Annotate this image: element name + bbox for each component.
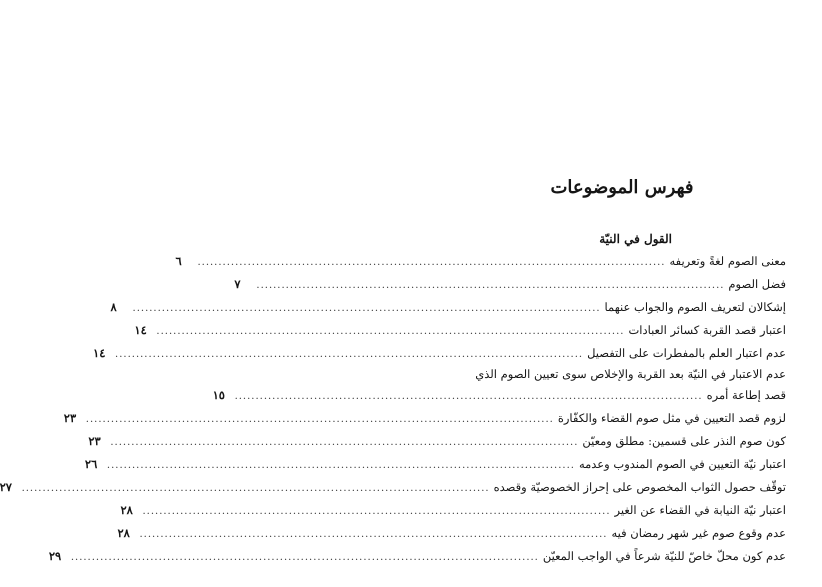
- toc-entry-label: عدم اعتبار العلم بالمفطرات على التفصيل: [587, 346, 786, 360]
- leader-dots: ................................................................................................................: [85, 414, 554, 425]
- toc-row: [48, 545, 786, 568]
- toc-row: [175, 250, 786, 273]
- toc-entry: [63, 407, 786, 430]
- toc-page-number: ٢٣: [63, 411, 77, 425]
- leader-dots: ................................................................................................................: [21, 483, 490, 494]
- toc-entry-label: عدم الاعتبار في النيّة بعد القربة والإخلاص سوى تعيين الصوم الذي: [475, 367, 786, 381]
- toc-row: [0, 476, 786, 499]
- toc-entry: [48, 545, 786, 568]
- toc-entry-label: اعتبار قصد القربة كسائر العبادات: [628, 323, 786, 337]
- toc-row: [84, 453, 786, 476]
- toc-entry: [84, 453, 786, 476]
- table-of-contents: [0, 250, 786, 568]
- leader-dots: ................................................................................................................: [197, 257, 666, 268]
- toc-entry: [110, 296, 786, 319]
- leader-dots: ................................................................................................................: [256, 280, 725, 291]
- toc-entry: [0, 476, 786, 499]
- leader-dots: ................................................................................................................: [132, 303, 601, 314]
- toc-row: [234, 273, 786, 296]
- leader-dots: ................................................................................................................: [139, 529, 608, 540]
- toc-page-number: ٢٦: [84, 457, 98, 471]
- toc-entry-label: عدم كون محلّ خاصّ للنيّة شرعاً في الواجب المعيّن: [542, 549, 786, 563]
- toc-page-number: ٢٨: [117, 526, 130, 540]
- toc-page-number: ١٤: [93, 346, 106, 360]
- toc-entry: [93, 342, 786, 365]
- toc-row: [110, 296, 786, 319]
- toc-entry-label: عدم وقوع صوم غير شهر رمضان فيه: [611, 526, 786, 540]
- toc-entry-label: لزوم قصد التعيين في مثل صوم القضاء والكفّارة: [557, 411, 786, 425]
- toc-page-number: ٦: [175, 254, 182, 268]
- toc-entry-label: اعتبار نيّة التعيين في الصوم المندوب وعدمه: [578, 457, 786, 471]
- toc-entry-label-continued: قصد إطاعة أمره: [706, 388, 786, 402]
- toc-entry-label: كون صوم النذر على قسمين: مطلق ومعيّن: [582, 434, 786, 448]
- toc-page-number: ٨: [110, 300, 117, 314]
- toc-entry: [212, 365, 786, 407]
- toc-entry-label: اعتبار نيّة النيابة في القضاء عن الغير: [614, 503, 786, 517]
- leader-dots: ................................................................................................................: [115, 349, 584, 360]
- toc-entry: [234, 273, 786, 296]
- toc-page-number: ١٥: [212, 388, 225, 402]
- leader-dots: ................................................................................................................: [70, 552, 539, 563]
- toc-row: [88, 430, 786, 453]
- toc-entry-label: فضل الصوم: [728, 277, 786, 291]
- toc-row: [212, 384, 786, 407]
- toc-page-number: ٢٨: [120, 503, 133, 517]
- toc-entry: [134, 319, 786, 342]
- toc-entry-label: إشكالان لتعريف الصوم والجواب عنهما: [604, 300, 786, 314]
- toc-page-number: ٢٧: [0, 480, 12, 494]
- toc-row: [458, 365, 786, 384]
- section-heading: القول في النيّة: [599, 232, 672, 246]
- leader-dots: ................................................................................................................: [156, 326, 625, 337]
- toc-entry: [175, 250, 786, 273]
- leader-dots: ................................................................................................................: [110, 437, 579, 448]
- toc-row: [120, 499, 786, 522]
- leader-dots: ................................................................................................................: [234, 391, 703, 402]
- leader-dots: ................................................................................................................: [106, 460, 575, 471]
- toc-row: [134, 319, 786, 342]
- toc-entry-label: توقّف حصول الثواب المخصوص على إحراز الخصوصيّة وقصده: [493, 480, 786, 494]
- toc-entry: [88, 430, 786, 453]
- toc-entry: [117, 522, 786, 545]
- toc-row: [63, 407, 786, 430]
- toc-row: [117, 522, 786, 545]
- toc-page-number: ١٤: [134, 323, 147, 337]
- toc-row: [93, 342, 786, 365]
- toc-page-number: ٧: [234, 277, 241, 291]
- toc-page-number: ٢٣: [88, 434, 101, 448]
- toc-entry-label: معنى الصوم لغةً وتعريفه: [669, 254, 786, 268]
- toc-entry: [120, 499, 786, 522]
- leader-dots: ................................................................................................................: [142, 506, 611, 517]
- page-title: فهرس الموضوعات: [550, 177, 694, 198]
- toc-page-number: ٢٩: [48, 549, 62, 563]
